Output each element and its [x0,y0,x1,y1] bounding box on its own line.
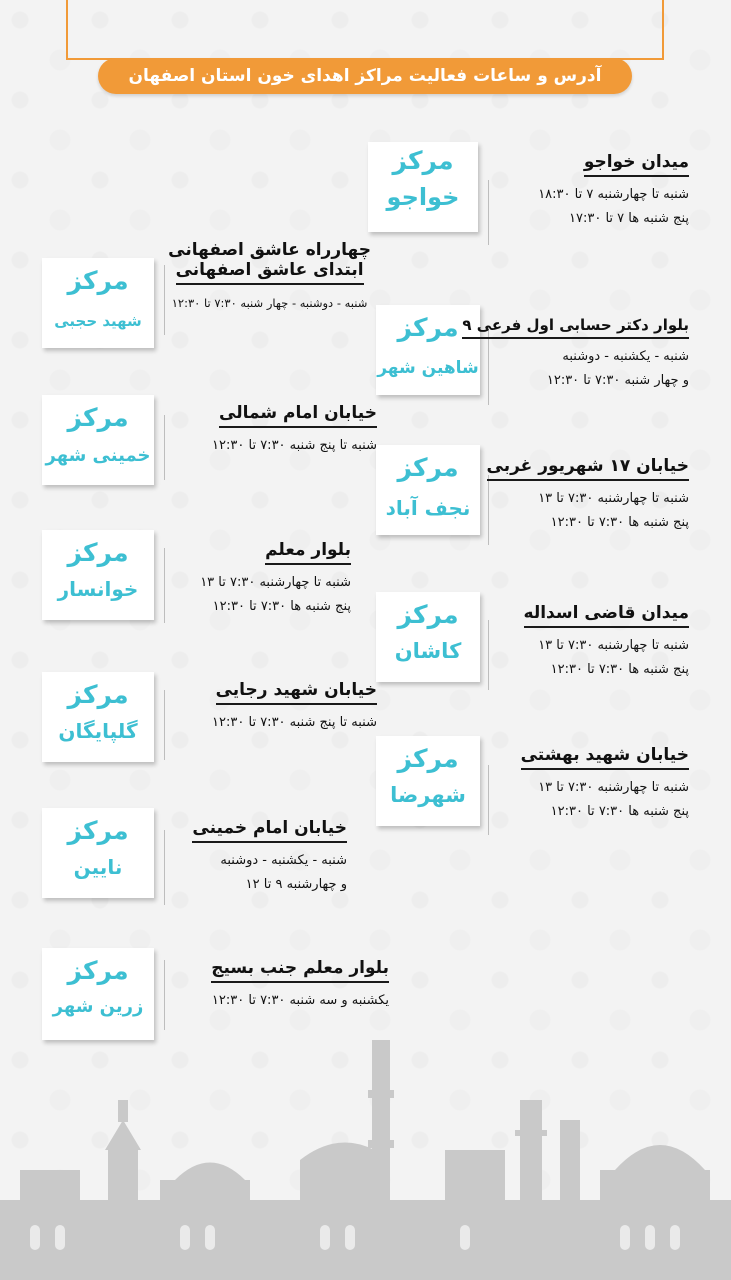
divider-line [164,548,165,623]
center-card-khansar [42,530,154,620]
address-text: بلوار معلم [265,540,351,565]
hours-text: پنج شنبه ها ۷:۳۰ تا ۱۲:۳۰ [550,662,689,677]
divider-line [164,830,165,905]
hours-text: شنبه تا چهارشنبه ۷ تا ۱۸:۳۰ [538,187,689,202]
center-name: خواجو [386,183,460,211]
center-label: مرکز [67,538,129,567]
hours-text: شنبه - دوشنبه - چهار شنبه ۷:۳۰ تا ۱۲:۳۰ [171,296,368,310]
center-name: زرین شهر [52,996,144,1017]
address-text: خیابان امام خمینی [192,818,347,843]
hours-text: و چهارشنبه ۹ تا ۱۲ [245,877,347,892]
center-label: مرکز [67,816,129,845]
center-name: خوانسار [57,577,139,601]
top-frame [66,0,664,60]
center-card-kashan [376,592,480,682]
hours-text: و چهار شنبه ۷:۳۰ تا ۱۲:۳۰ [546,373,689,388]
center-name: گلپایگان [58,719,138,743]
hours-text: شنبه تا چهارشنبه ۷:۳۰ تا ۱۳ [538,780,689,795]
center-name: نجف آباد [385,496,471,520]
center-name: شهید حجبی [54,312,142,330]
address-text: بلوار معلم جنب بسیج [211,958,389,983]
hours-text: شنبه تا چهارشنبه ۷:۳۰ تا ۱۳ [538,638,689,653]
center-card-naein [42,808,154,898]
center-label: مرکز [397,600,459,629]
info-golpayegan [212,680,377,735]
divider-line [488,180,489,245]
page-title: آدرس و ساعات فعالیت مراکز اهدای خون استان اصفهان [98,58,632,94]
info-naein [192,818,347,897]
divider-line [488,765,489,835]
address-text: خیابان امام شمالی [219,403,377,428]
hours-text: شنبه - یکشنبه - دوشنبه [562,349,689,364]
center-card-zarrin [42,948,154,1040]
center-name: کاشان [394,639,462,663]
info-khomeini [212,403,377,458]
center-label: مرکز [397,313,459,342]
info-shahreza [521,745,689,824]
divider-line [164,265,165,335]
center-label: مرکز [67,680,129,709]
center-label: مرکز [67,956,129,985]
center-label: مرکز [67,403,129,432]
info-shahin [462,315,689,393]
address-text: ابتدای عاشق اصفهانی [176,260,364,285]
hours-text: شنبه تا چهارشنبه ۷:۳۰ تا ۱۳ [538,491,689,506]
center-card-najaf [376,445,480,535]
center-label: مرکز [397,453,459,482]
hours-text: پنج شنبه ها ۷:۳۰ تا ۱۲:۳۰ [212,599,351,614]
center-card-khajoo [368,142,478,232]
hours-text: شنبه تا چهارشنبه ۷:۳۰ تا ۱۳ [200,575,351,590]
info-khajoo [538,152,689,231]
hours-text: پنج شنبه ها ۷:۳۰ تا ۱۲:۳۰ [550,515,689,530]
hours-text: شنبه تا پنج شنبه ۷:۳۰ تا ۱۲:۳۰ [212,438,377,453]
address-text: چهارراه عاشق اصفهانی [168,240,371,260]
hours-text: یکشنبه و سه شنبه ۷:۳۰ تا ۱۲:۳۰ [211,993,389,1008]
divider-line [164,960,165,1030]
hours-text: شنبه تا پنج شنبه ۷:۳۰ تا ۱۲:۳۰ [212,715,377,730]
divider-line [164,690,165,760]
info-kashan [524,603,689,682]
center-card-khomeini [42,395,154,485]
address-text: میدان خواجو [584,152,689,177]
info-najaf [487,456,690,535]
address-text: خیابان شهید رجایی [216,680,377,705]
info-hajji [168,240,371,315]
hours-text: پنج شنبه ها ۷ تا ۱۷:۳۰ [569,211,689,226]
center-name: شاهین شهر [377,358,479,378]
info-zarrin [211,958,389,1013]
center-label: مرکز [67,266,129,295]
center-label: مرکز [397,744,459,773]
isfahan-skyline-illustration [0,1030,731,1280]
address-text: خیابان شهید بهشتی [521,745,689,770]
address-text: خیابان ۱۷ شهریور غربی [487,456,690,481]
address-text: بلوار دکتر حسابی اول فرعی ۹ [462,316,689,339]
center-card-shahreza [376,736,480,826]
center-label: مرکز [392,146,454,175]
hours-text: شنبه - یکشنبه - دوشنبه [220,853,347,868]
center-name: خمینی شهر [45,445,151,466]
center-name: شهرضا [390,783,466,807]
center-card-hajji [42,258,154,348]
divider-line [164,415,165,480]
info-khansar [200,540,351,619]
hours-text: پنج شنبه ها ۷:۳۰ تا ۱۲:۳۰ [550,804,689,819]
divider-line [488,620,489,690]
center-card-golpayegan [42,672,154,762]
center-name: نایین [73,855,123,879]
address-text: میدان قاضی اسداله [524,603,689,628]
